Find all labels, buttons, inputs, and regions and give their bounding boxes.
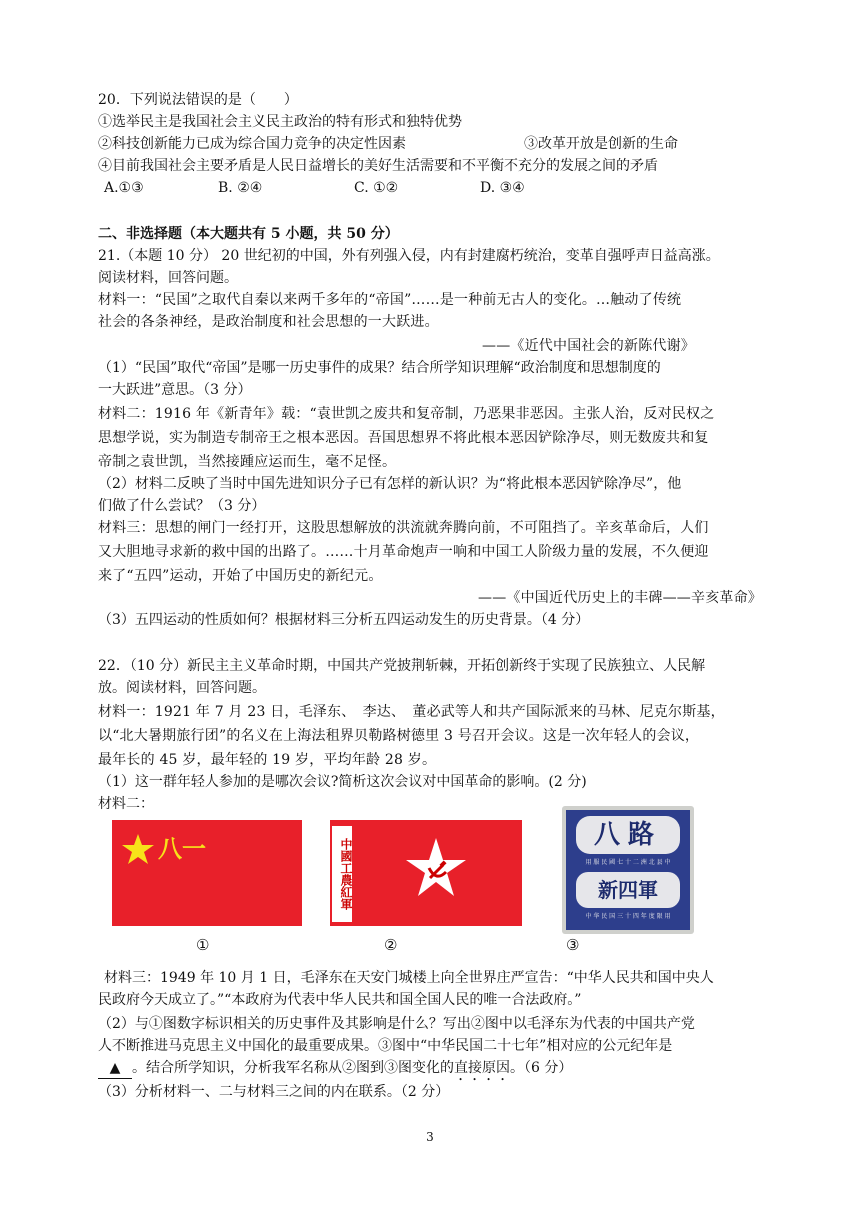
q20-stem: 20．下列说法错误的是（ ）: [98, 92, 298, 108]
q21-part-1: （1）“民国”取代“帝国”是哪一历史事件的成果？结合所学知识理解“政治制度和思想制度的: [98, 360, 661, 376]
q21-material-1-cont: 社会的各条神经，是政治制度和社会思想的一大跃进。: [98, 314, 439, 330]
q21-material-3-cont: 又大胆地寻求新的救中国的出路了。……十月革命炮声一响和中国工人阶级力量的发展，不久便迎: [98, 544, 709, 560]
bayi-flag-text: 八一: [158, 835, 206, 863]
q22-material-1-cont: 以“北大暑期旅行团”的名义在上海法租界贝勒路树德里 3 号召开会议。这是一次年轻人的会议，: [98, 728, 700, 744]
answer-blank[interactable]: ▲: [98, 1058, 132, 1079]
q20-option-c[interactable]: C. ①②: [354, 180, 399, 196]
q22-material-1: 材料一：1921 年 7 月 23 日，毛泽东、 李达、 董必武等人和共产国际派来的马林、尼克尔斯基，: [98, 704, 725, 720]
q22-material-2-label: 材料二：: [98, 796, 154, 812]
q20-options: [104, 178, 584, 198]
q21-material-3-cont-2: 来了“五四”运动，开始了中国历史的新纪元。: [98, 568, 383, 584]
page-number: 3: [426, 1130, 434, 1144]
q21-part-1-cont: 一大跃进”意思。（3 分）: [98, 382, 252, 398]
q22-emphasis-text: 直接原因: [454, 1060, 510, 1076]
q22-part-3: （3）分析材料一、二与材料三之间的内在联系。（2 分）: [98, 1084, 450, 1100]
figure-label-2: ②: [384, 936, 398, 954]
q21-material-2-cont: 思想学说，实为制造专制帝王之根本恶因。吾国思想界不将此根本恶因铲除净尽，则无数废共和复: [98, 430, 709, 446]
armband-top-label: 八路: [576, 816, 680, 854]
q22-part-2-cont: 人不断推进马克思主义中国化的最重要成果。③图中“中华民国二十七年”相对应的公元纪年是: [98, 1038, 673, 1054]
q21-material-3-source: ——《中国近代历史上的丰碑——辛亥革命》: [478, 590, 762, 606]
q22-material-3: 材料三：1949 年 10 月 1 日，毛泽东在天安门城楼上向全世界庄严宣告：“中华人民共和国中央人: [104, 970, 714, 986]
q20-option-b[interactable]: B. ②④: [218, 180, 263, 196]
q22-part-1: （1）这一群年轻人参加的是哪次会议?简析这次会议对中国革命的影响。(2 分): [98, 774, 587, 790]
q21-part-2: （2）材料二反映了当时中国先进知识分子已有怎样的新认识？为“将此根本恶因铲除净尽”，他: [98, 476, 682, 492]
figure-label-1: ①: [196, 936, 210, 954]
q20-option-a[interactable]: A.①③: [104, 180, 144, 196]
armband-small-text-2: 中 华 民 国 三 十 四 年 度 限 用: [585, 913, 671, 920]
bayi-flag-image: [112, 820, 302, 926]
q22-intro-2: 放。阅读材料，回答问题。: [98, 680, 266, 696]
q21-material-1-source: ——《近代中国社会的新陈代谢》: [482, 338, 695, 354]
q20-statement-3: ③改革开放是创新的生命: [524, 136, 678, 152]
section-title: 二、非选择题（本大题共有 5 小题，共 50 分）: [98, 226, 399, 242]
q20-statement-2: ②科技创新能力已成为综合国力竞争的决定性因素: [98, 136, 406, 152]
q22-intro: 22．（10 分）新民主主义革命时期，中国共产党披荆斩棘，开拓创新终于实现了民族独立、人民解: [98, 658, 706, 674]
q21-material-2-cont-2: 帝制之袁世凯，当然接踵应运而生，毫不足怪。: [98, 454, 397, 470]
red-army-flag-image: [330, 820, 522, 926]
hammer-sickle-star-icon: [330, 820, 522, 926]
q22-material-1-cont-2: 最年长的 45 岁，最年轻的 19 岁，平均年龄 28 岁。: [98, 752, 437, 768]
armband-small-text-1: 用 服 民 國 七 十 二 洲 北 县 中: [585, 859, 671, 866]
q22-part-2-score: 。（6 分）: [510, 1060, 573, 1076]
army-armband-image: [562, 806, 694, 934]
q21-part-2-cont: 们做了什么尝试？（3 分）: [98, 498, 266, 514]
q21-material-1: 材料一：“民国”之取代自秦以来两千多年的“帝国”……是一种前无古人的变化。…触动了传统: [98, 292, 682, 308]
figure-label-3: ③: [566, 936, 580, 954]
q22-material-3-cont: 民政府今天成立了。”“本政府为代表中华人民共和国全国人民的唯一合法政府。”: [98, 992, 582, 1008]
red-army-flag-side-text: 中國工農紅軍: [332, 826, 352, 922]
q21-material-2: 材料二：1916 年《新青年》载：“袁世凯之废共和复帝制，乃恶果非恶因。主张人治，反对民权之: [98, 406, 715, 422]
q21-intro-2: 阅读材料，回答问题。: [98, 270, 238, 286]
q21-material-3: 材料三：思想的闸门一经打开，这股思想解放的洪流就奔腾向前，不可阻挡了。辛亥革命后，人们: [98, 520, 709, 536]
q21-part-3: （3）五四运动的性质如何？根据材料三分析五四运动发生的历史背景。（4 分）: [98, 612, 590, 628]
q20-statement-4: ④目前我国社会主要矛盾是人民日益增长的美好生活需要和不平衡不充分的发展之间的矛盾: [98, 158, 658, 174]
q22-part-2: （2）与①图数字标识相关的历史事件及其影响是什么？写出②图中以毛泽东为代表的中国共产党: [98, 1016, 695, 1032]
q20-option-d[interactable]: D. ③④: [480, 180, 525, 196]
q22-part-2-text: 。结合所学知识，分析我军名称从②图到③图变化的: [132, 1060, 454, 1076]
q20-statement-1: ①选举民主是我国社会主义民主政治的特有形式和独特优势: [98, 114, 462, 130]
q21-intro: 21.（本题 10 分） 20 世纪初的中国，外有列强入侵，内有封建腐朽统治，变革自强呼声日益高涨。: [98, 248, 720, 264]
star-icon: [112, 820, 302, 926]
q22-part-2-cont-2: [98, 1058, 572, 1084]
armband-bottom-label: 新四軍: [576, 872, 680, 908]
